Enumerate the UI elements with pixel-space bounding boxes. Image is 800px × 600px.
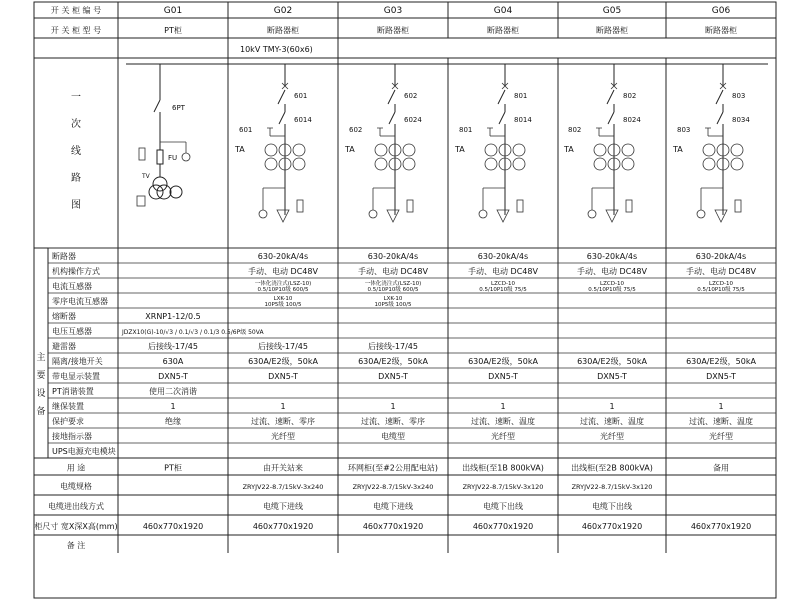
- feeder-bottom-label: 6014: [294, 116, 312, 124]
- cabinet-type: PT柜: [164, 26, 182, 35]
- footer-cell-text: ZRYJV22-8.7/15kV-3x120: [462, 483, 544, 491]
- equipment-row-label: 继保装置: [52, 402, 84, 411]
- equipment-cell-text: 1: [500, 402, 506, 411]
- zero-sequence-ct-icon: [735, 200, 741, 212]
- feeder-top-label: 802: [623, 92, 637, 100]
- equipment-row-label: 零序电流互感器: [52, 297, 108, 306]
- current-transformer-icon: [265, 158, 277, 170]
- footer-cell-text: 460x770x1920: [690, 522, 752, 531]
- footer-cell-text: ZRYJV22-8.7/15kV-3x120: [571, 483, 653, 491]
- earth-switch-icon: [377, 128, 383, 136]
- equipment-cell-text: 10P5级 100/5: [264, 302, 302, 308]
- pt-arrester-icon: [139, 148, 145, 160]
- pt-tv-label: TV: [142, 173, 150, 180]
- equipment-row-label: PT消谐装置: [52, 387, 94, 396]
- arrester-icon: [277, 210, 289, 222]
- current-transformer-icon: [622, 158, 634, 170]
- indicator-lamp-icon: [697, 210, 705, 218]
- pt-transformer-coil-icon: [157, 185, 171, 199]
- equipment-cell-text: 一体化浇注式(LSZ-10): [254, 281, 312, 287]
- footer-cell-text: 460x770x1920: [362, 522, 424, 531]
- footer-cell-text: 460x770x1920: [472, 522, 534, 531]
- feeder-ta-label: TA: [564, 145, 574, 154]
- feeder-disconnector-blade: [389, 112, 395, 124]
- cabinet-type: 断路器柜: [705, 26, 737, 35]
- zero-sequence-ct-icon: [626, 200, 632, 212]
- feeder-earth-label: 601: [239, 126, 253, 134]
- equipment-cell-text: 后接线-17/45: [148, 342, 198, 351]
- current-transformer-icon: [594, 144, 606, 156]
- current-transformer-icon: [513, 158, 525, 170]
- equipment-cell-text: XRNP1-12/0.5: [145, 312, 201, 321]
- current-transformer-icon: [403, 158, 415, 170]
- equipment-cell-text: 10P5级 100/5: [374, 302, 412, 308]
- equipment-cell-text: 0.5/10P10级 600/5: [367, 287, 419, 293]
- pt-transformer-coil-icon: [170, 186, 182, 198]
- feeder-ta-label: TA: [345, 145, 355, 154]
- footer-cell-text: 460x770x1920: [252, 522, 314, 531]
- equipment-cell-text: LXK-10: [273, 296, 293, 302]
- equipment-cell-text: JDZX10(G)-10/√3 / 0.1/√3 / 0.1/3 0.5/6P级 50VA: [122, 329, 264, 336]
- feeder-disconnector-blade: [279, 112, 285, 124]
- feeder-disconnector-blade: [717, 112, 723, 124]
- current-transformer-icon: [485, 158, 497, 170]
- current-transformer-icon: [293, 144, 305, 156]
- cabinet-type: 断路器柜: [487, 26, 519, 35]
- cabinet-code: G01: [163, 6, 183, 16]
- feeder-top-label: 601: [294, 92, 308, 100]
- equipment-row-label: 避雷器: [52, 342, 76, 351]
- equipment-side-label-char: 要: [36, 371, 46, 381]
- equipment-side-label-char: 备: [36, 407, 46, 417]
- footer-row-label: 电缆规格: [60, 482, 92, 491]
- equipment-cell-text: 0.5/10P10级 75/5: [588, 287, 636, 293]
- footer-cell-text: 电缆下进线: [373, 502, 413, 511]
- equipment-cell-text: LZCD-10: [600, 281, 624, 287]
- pt-earth-box-icon: [137, 196, 145, 206]
- pt-fuse-label: FU: [168, 154, 178, 162]
- equipment-cell-text: 手动、电动 DC48V: [686, 267, 756, 276]
- cabinet-code: G02: [273, 6, 293, 16]
- equipment-side-label-char: 主: [36, 353, 46, 363]
- current-transformer-icon: [293, 158, 305, 170]
- footer-cell-text: 电缆下出线: [592, 502, 632, 511]
- indicator-lamp-icon: [479, 210, 487, 218]
- feeder-ta-label: TA: [235, 145, 245, 154]
- equipment-cell-text: 630A: [162, 357, 184, 366]
- feeder-earth-label: 602: [349, 126, 363, 134]
- equipment-row-label: 隔离/接地开关: [52, 357, 103, 366]
- footer-cell-text: ZRYJV22-8.7/15kV-3x240: [352, 483, 434, 491]
- equipment-row-label: 电压互感器: [52, 327, 92, 336]
- equipment-cell-text: 光纤型: [491, 432, 515, 441]
- feeder-bottom-label: 8024: [623, 116, 641, 124]
- footer-row-label: 电缆进出线方式: [48, 502, 104, 511]
- arrester-icon: [387, 210, 399, 222]
- equipment-cell-text: 1: [280, 402, 286, 411]
- row-label-code: 开 关 柜 编 号: [50, 6, 102, 15]
- indicator-lamp-icon: [588, 210, 596, 218]
- feeder-top-label: 602: [404, 92, 418, 100]
- feeder-ta-label: TA: [455, 145, 465, 154]
- equipment-side-label-char: 设: [36, 389, 46, 399]
- feeder-disconnector-blade: [608, 112, 614, 124]
- feeder-earth-label: 803: [677, 126, 691, 134]
- equipment-cell-text: 光纤型: [709, 432, 733, 441]
- feeder-bottom-label: 8034: [732, 116, 750, 124]
- equipment-cell-text: 630-20kA/4s: [586, 252, 638, 261]
- equipment-cell-text: LXK-10: [383, 296, 403, 302]
- current-transformer-icon: [375, 144, 387, 156]
- footer-cell-text: 460x770x1920: [142, 522, 204, 531]
- current-transformer-icon: [731, 144, 743, 156]
- cabinet-type: 断路器柜: [596, 26, 628, 35]
- equipment-cell-text: 后接线-17/45: [368, 342, 418, 351]
- equipment-cell-text: 光纤型: [600, 432, 624, 441]
- equipment-cell-text: LZCD-10: [491, 281, 515, 287]
- pt-switch-blade: [154, 100, 160, 112]
- indicator-lamp-icon: [259, 210, 267, 218]
- equipment-cell-text: 使用二次消谐: [149, 387, 197, 396]
- equipment-cell-text: 1: [390, 402, 396, 411]
- primary-label-char: 次: [71, 119, 81, 130]
- feeder-top-label: 801: [514, 92, 528, 100]
- earth-switch-icon: [267, 128, 273, 136]
- equipment-cell-text: 630A/E2级，50kA: [686, 357, 756, 366]
- equipment-row-label: 机构操作方式: [52, 267, 100, 276]
- pt-transformer-coil-icon: [149, 185, 163, 199]
- arrester-icon: [606, 210, 618, 222]
- current-transformer-icon: [622, 144, 634, 156]
- primary-label-char: 一: [71, 92, 81, 103]
- equipment-cell-text: 绝缘: [165, 417, 181, 426]
- feeder-earth-label: 801: [459, 126, 473, 134]
- feeder-switch-blade: [278, 90, 285, 104]
- cabinet-code: G04: [493, 6, 513, 16]
- equipment-row-label: 断路器: [52, 252, 76, 261]
- footer-cell-text: 电缆下出线: [483, 502, 523, 511]
- equipment-cell-text: DXN5-T: [597, 372, 627, 381]
- cabinet-code: G05: [602, 6, 622, 16]
- feeder-disconnector-blade: [499, 112, 505, 124]
- equipment-row-label: 电流互感器: [52, 282, 92, 291]
- equipment-cell-text: 过流、速断、温度: [580, 417, 644, 426]
- feeder-switch-blade: [607, 90, 614, 104]
- footer-cell-text: 电缆下进线: [263, 502, 303, 511]
- equipment-cell-text: 630-20kA/4s: [257, 252, 309, 261]
- current-transformer-icon: [265, 144, 277, 156]
- equipment-cell-text: 0.5/10P10级 75/5: [479, 287, 527, 293]
- feeder-bottom-label: 6024: [404, 116, 422, 124]
- arrester-icon: [715, 210, 727, 222]
- primary-label-char: 线: [71, 146, 81, 157]
- equipment-cell-text: DXN5-T: [268, 372, 298, 381]
- equipment-cell-text: 630A/E2级，50kA: [577, 357, 647, 366]
- pt-lamp-icon: [182, 153, 190, 161]
- earth-switch-icon: [705, 128, 711, 136]
- equipment-cell-text: 630-20kA/4s: [695, 252, 747, 261]
- equipment-cell-text: 过流、速断、温度: [471, 417, 535, 426]
- equipment-cell-text: 630A/E2级，50kA: [468, 357, 538, 366]
- busbar-label: 10kV TMY-3(60x6): [240, 45, 313, 54]
- footer-cell-text: 备用: [713, 463, 729, 473]
- primary-label-char: 路: [71, 173, 81, 184]
- equipment-row-label: UPS电源充电模块: [52, 447, 116, 456]
- equipment-cell-text: DXN5-T: [378, 372, 408, 381]
- equipment-cell-text: DXN5-T: [488, 372, 518, 381]
- equipment-cell-text: 一体化浇注式(LSZ-10): [364, 281, 422, 287]
- equipment-cell-text: 1: [170, 402, 176, 411]
- equipment-cell-text: DXN5-T: [706, 372, 736, 381]
- equipment-cell-text: 0.5/10P10级 600/5: [257, 287, 309, 293]
- zero-sequence-ct-icon: [517, 200, 523, 212]
- pt-fuse-icon: [157, 150, 163, 164]
- cabinet-code: G06: [711, 6, 731, 16]
- equipment-cell-text: 手动、电动 DC48V: [468, 267, 538, 276]
- footer-cell-text: 出线柜(至1B 800kVA): [462, 463, 544, 473]
- feeder-bottom-label: 8014: [514, 116, 532, 124]
- zero-sequence-ct-icon: [407, 200, 413, 212]
- earth-switch-icon: [487, 128, 493, 136]
- equipment-cell-text: 后接线-17/45: [258, 342, 308, 351]
- pt-transformer-coil-icon: [153, 177, 167, 191]
- equipment-row-label: 熔断器: [52, 312, 76, 321]
- cabinet-type: 断路器柜: [377, 26, 409, 35]
- feeder-switch-blade: [716, 90, 723, 104]
- footer-cell-text: PT柜: [164, 463, 182, 473]
- feeder-ta-label: TA: [673, 145, 683, 154]
- equipment-cell-text: 电缆型: [381, 432, 405, 441]
- footer-cell-text: 460x770x1920: [581, 522, 643, 531]
- equipment-cell-text: 手动、电动 DC48V: [248, 267, 318, 276]
- footer-row-label: 用 途: [66, 463, 86, 473]
- cabinet-type: 断路器柜: [267, 26, 299, 35]
- pt-switch-label: 6PT: [172, 104, 185, 112]
- arrester-icon: [497, 210, 509, 222]
- equipment-row-label: 带电显示装置: [52, 372, 100, 381]
- indicator-lamp-icon: [369, 210, 377, 218]
- current-transformer-icon: [513, 144, 525, 156]
- feeder-earth-label: 802: [568, 126, 582, 134]
- footer-row-label: 柜尺寸 宽X深X高(mm): [34, 522, 118, 531]
- feeder-top-label: 803: [732, 92, 746, 100]
- footer-cell-text: ZRYJV22-8.7/15kV-3x240: [242, 483, 324, 491]
- equipment-cell-text: 光纤型: [271, 432, 295, 441]
- current-transformer-icon: [403, 144, 415, 156]
- equipment-cell-text: 过流、速断、零序: [361, 417, 425, 426]
- row-label-type: 开 关 柜 型 号: [50, 26, 102, 35]
- equipment-cell-text: 630A/E2级，50kA: [358, 357, 428, 366]
- equipment-cell-text: 过流、速断、零序: [251, 417, 315, 426]
- cabinet-code: G03: [383, 6, 403, 16]
- equipment-cell-text: 1: [718, 402, 724, 411]
- equipment-cell-text: 630-20kA/4s: [477, 252, 529, 261]
- feeder-switch-blade: [498, 90, 505, 104]
- equipment-cell-text: 手动、电动 DC48V: [577, 267, 647, 276]
- primary-label-char: 图: [71, 200, 81, 211]
- current-transformer-icon: [703, 158, 715, 170]
- current-transformer-icon: [485, 144, 497, 156]
- equipment-cell-text: 630A/E2级，50kA: [248, 357, 318, 366]
- equipment-cell-text: 手动、电动 DC48V: [358, 267, 428, 276]
- zero-sequence-ct-icon: [297, 200, 303, 212]
- equipment-row-label: 保护要求: [52, 417, 84, 426]
- equipment-row-label: 接地指示器: [52, 432, 92, 441]
- footer-cell-text: 由开关站来: [263, 463, 303, 473]
- footer-cell-text: 出线柜(至2B 800kVA): [571, 463, 653, 473]
- current-transformer-icon: [594, 158, 606, 170]
- earth-switch-icon: [596, 128, 602, 136]
- current-transformer-icon: [703, 144, 715, 156]
- current-transformer-icon: [731, 158, 743, 170]
- equipment-cell-text: 1: [609, 402, 615, 411]
- equipment-cell-text: 630-20kA/4s: [367, 252, 419, 261]
- current-transformer-icon: [375, 158, 387, 170]
- feeder-switch-blade: [388, 90, 395, 104]
- footer-row-label: 备 注: [66, 541, 86, 550]
- equipment-cell-text: 过流、速断、温度: [689, 417, 753, 426]
- equipment-cell-text: DXN5-T: [158, 372, 188, 381]
- equipment-cell-text: 0.5/10P10级 75/5: [697, 287, 745, 293]
- footer-cell-text: 环网柜(至#2公用配电站): [347, 463, 439, 473]
- equipment-cell-text: LZCD-10: [709, 281, 733, 287]
